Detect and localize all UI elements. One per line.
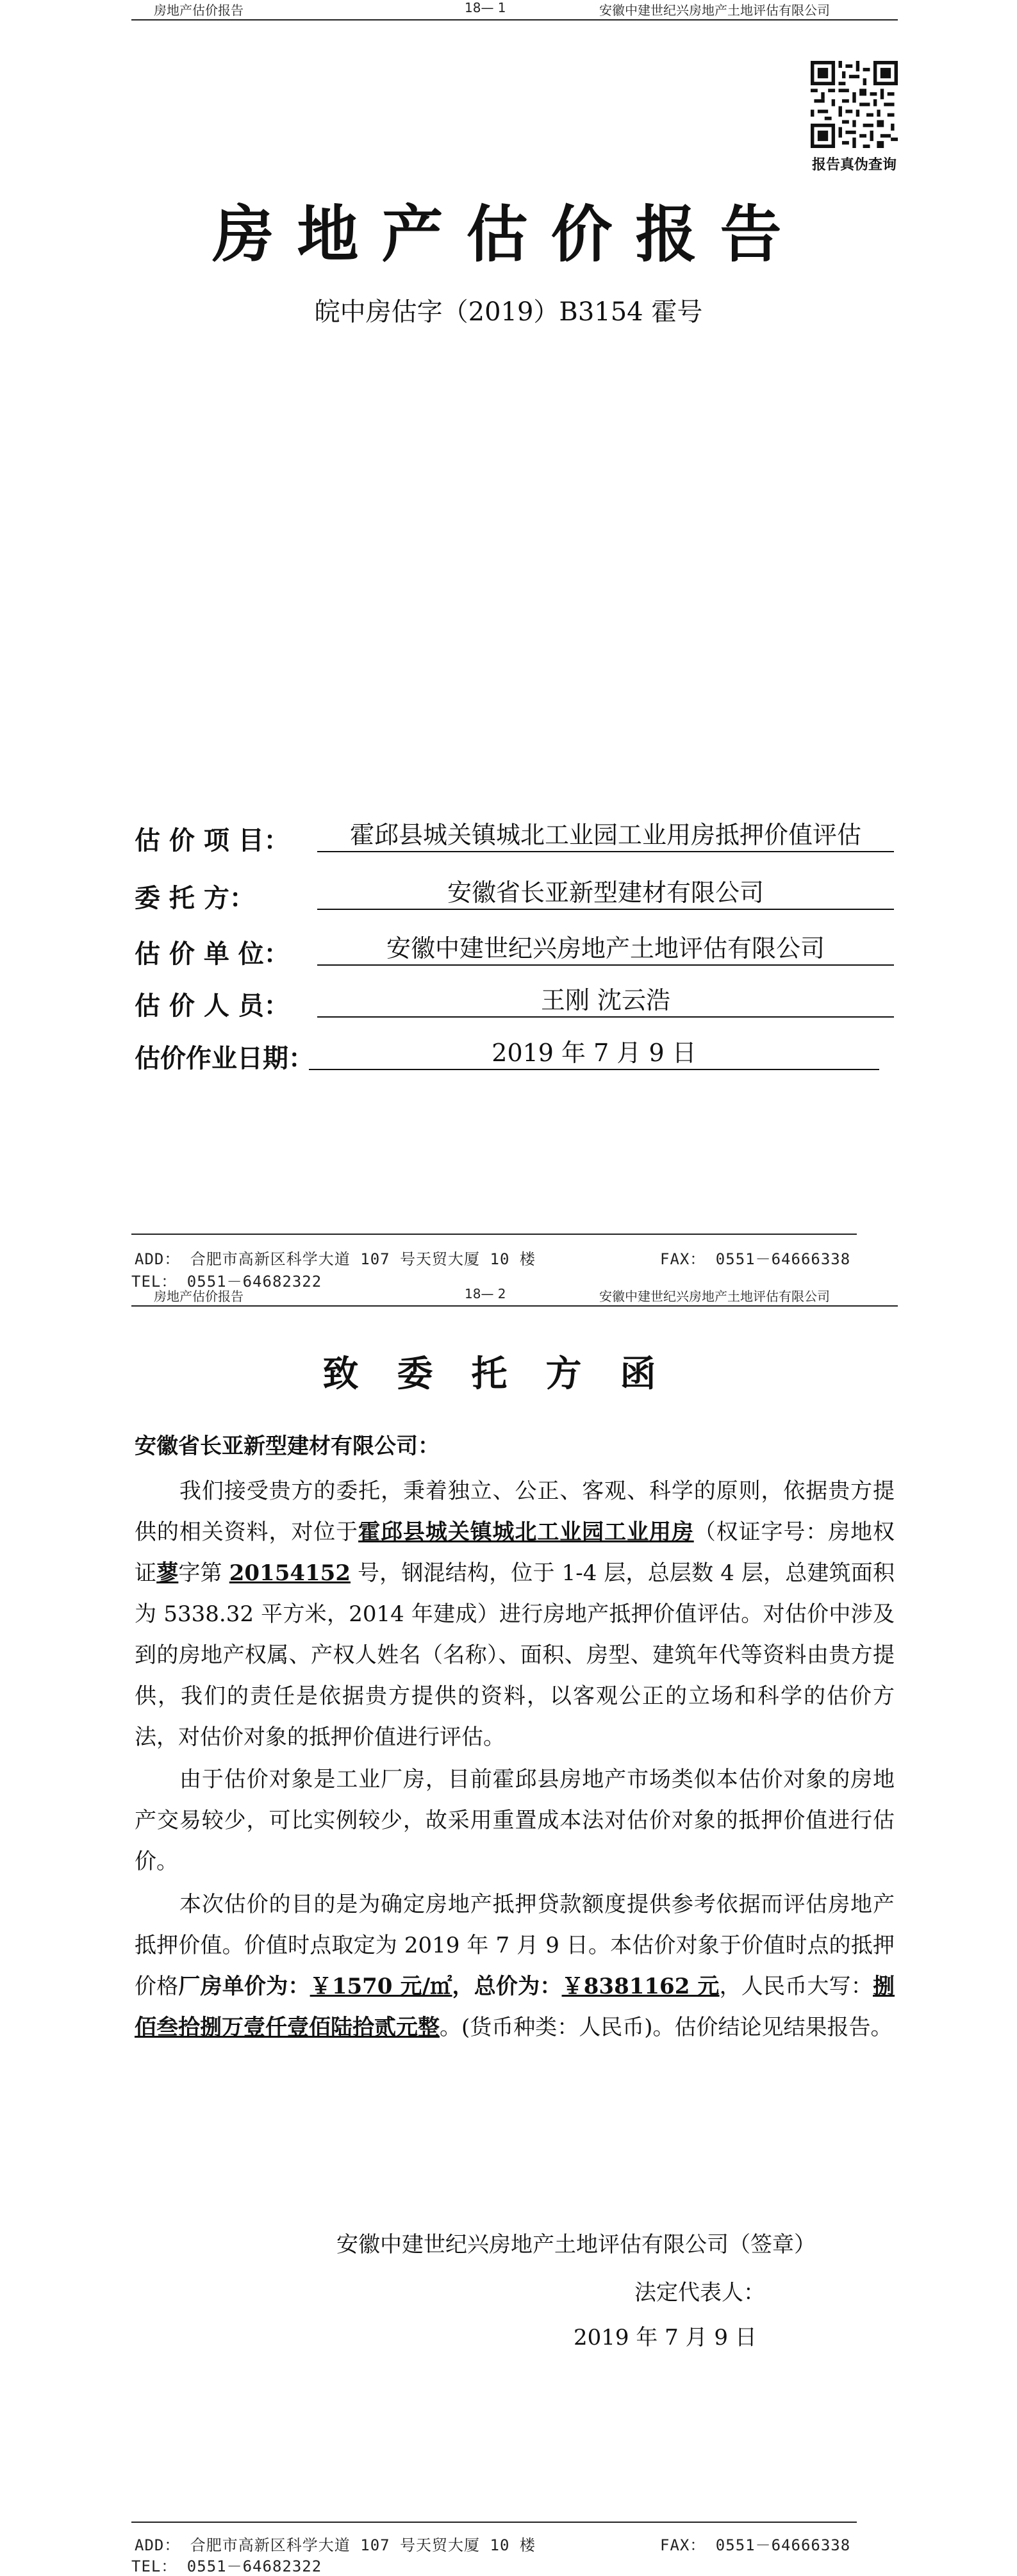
page1-header-right: 安徽中建世纪兴房地产土地评估有限公司	[599, 3, 830, 18]
letter-addressee: 安徽省长亚新型建材有限公司：	[135, 1433, 440, 1459]
field-label-work-date: 估价作业日期：	[135, 1043, 314, 1073]
letter-paragraph-1: 我们接受贵方的委托，秉着独立、公正、客观、科学的原则，依据贵方提供的相关资料，对位于霍邱县城关镇城北工业园工业用房（权证字号：房地权证蓼字第 20154152 号，钢混结构，位于 1-4 层，总层数 4 层，总建筑面积为 5338.32 平方米，2014 年建成）进行房地产抵押价值评估。对估价中涉及到的房地产权属、产权人姓名（名称）、面积、房型、建筑年代等资料由贵方提供，我们的责任是依据贵方提供的资料，以客观公正的立场和科学的估价方法，对估价对象的抵押价值进行评估。	[135, 1478, 895, 1750]
field-value-project: 霍邱县城关镇城北工业园工业用房抵押价值评估	[317, 819, 894, 852]
page1-header-left: 房地产估价报告	[154, 3, 244, 18]
letter-paragraph-3: 本次估价的目的是为确定房地产抵押贷款额度提供参考依据而评估房地产抵押价值。价值时点取定为 2019 年 7 月 9 日。本估价对象于价值时点的抵押价格厂房单价为：￥1570 元/㎡，总价为：￥8381162 元，人民币大写：捌佰叁拾捌万壹仟壹佰陆拾贰元整。(货币种类：人民币)。估价结论见结果报告。	[135, 1892, 895, 2040]
page1-footer-rule	[131, 1234, 857, 1235]
signature-date: 2019 年 7 月 9 日	[574, 2325, 757, 2350]
qr-code-icon[interactable]	[811, 61, 898, 148]
total-price-in-words: 捌佰叁拾捌万壹仟壹佰陆拾贰元整	[135, 1974, 895, 2040]
page2-header-page-number: 18— 2	[465, 1286, 506, 1301]
field-value-client: 安徽省长亚新型建材有限公司	[317, 877, 894, 910]
certificate-district: 蓼	[156, 1560, 179, 1586]
page2-footer-fax: FAX： 0551－64666338	[660, 2536, 851, 2554]
page1-header-rule	[131, 19, 898, 21]
page2-header-rule	[131, 1305, 898, 1307]
letter-title: 致委托方函	[322, 1353, 695, 1395]
field-value-appraiser-firm: 安徽中建世纪兴房地产土地评估有限公司	[317, 932, 894, 966]
field-label-appraiser-firm: 估 价 单 位：	[135, 939, 290, 969]
total-price-label: ，总价为：	[452, 1974, 562, 1999]
page1-footer-address: ADD： 合肥市高新区科学大道 107 号天贸大厦 10 楼	[135, 1250, 536, 1268]
signature-legal-representative: 法定代表人：	[634, 2280, 765, 2306]
total-price-value: ￥8381162 元	[561, 1974, 720, 1999]
letter-paragraph-2: 由于估价对象是工业厂房，目前霍邱县房地产市场类似本估价对象的房地产交易较少，可比实例较少，故采用重置成本法对估价对象的抵押价值进行估价。	[135, 1767, 895, 1874]
certificate-number: 20154152	[229, 1560, 351, 1586]
page2-header-left: 房地产估价报告	[154, 1289, 244, 1304]
page2-footer-address: ADD： 合肥市高新区科学大道 107 号天贸大厦 10 楼	[135, 2536, 536, 2554]
page1-footer-tel: TEL： 0551－64682322	[131, 1273, 322, 1291]
qr-caption: 报告真伪查询	[811, 157, 897, 173]
unit-price-label: 厂房单价为：	[178, 1974, 310, 1999]
page2-header-right: 安徽中建世纪兴房地产土地评估有限公司	[599, 1289, 830, 1304]
page1-footer-fax: FAX： 0551－64666338	[660, 1250, 851, 1268]
report-number: 皖中房估字（2019）B3154 霍号	[314, 297, 703, 327]
field-value-appraisers: 王刚 沈云浩	[317, 984, 894, 1018]
unit-price-value: ￥1570 元/㎡	[310, 1974, 452, 1999]
field-label-client: 委 托 方：	[135, 883, 255, 913]
property-location: 霍邱县城关镇城北工业园工业用房	[358, 1519, 694, 1545]
page1-header-page-number: 18— 1	[465, 0, 506, 15]
field-label-appraisers: 估 价 人 员：	[135, 991, 290, 1021]
signature-company: 安徽中建世纪兴房地产土地评估有限公司（签章）	[336, 2232, 816, 2258]
page2-footer-rule	[131, 2522, 857, 2523]
field-label-project: 估 价 项 目：	[135, 825, 290, 855]
report-title: 房地产估价报告	[212, 198, 805, 270]
field-value-work-date: 2019 年 7 月 9 日	[309, 1037, 879, 1070]
page2-footer-tel: TEL： 0551－64682322	[131, 2557, 322, 2575]
